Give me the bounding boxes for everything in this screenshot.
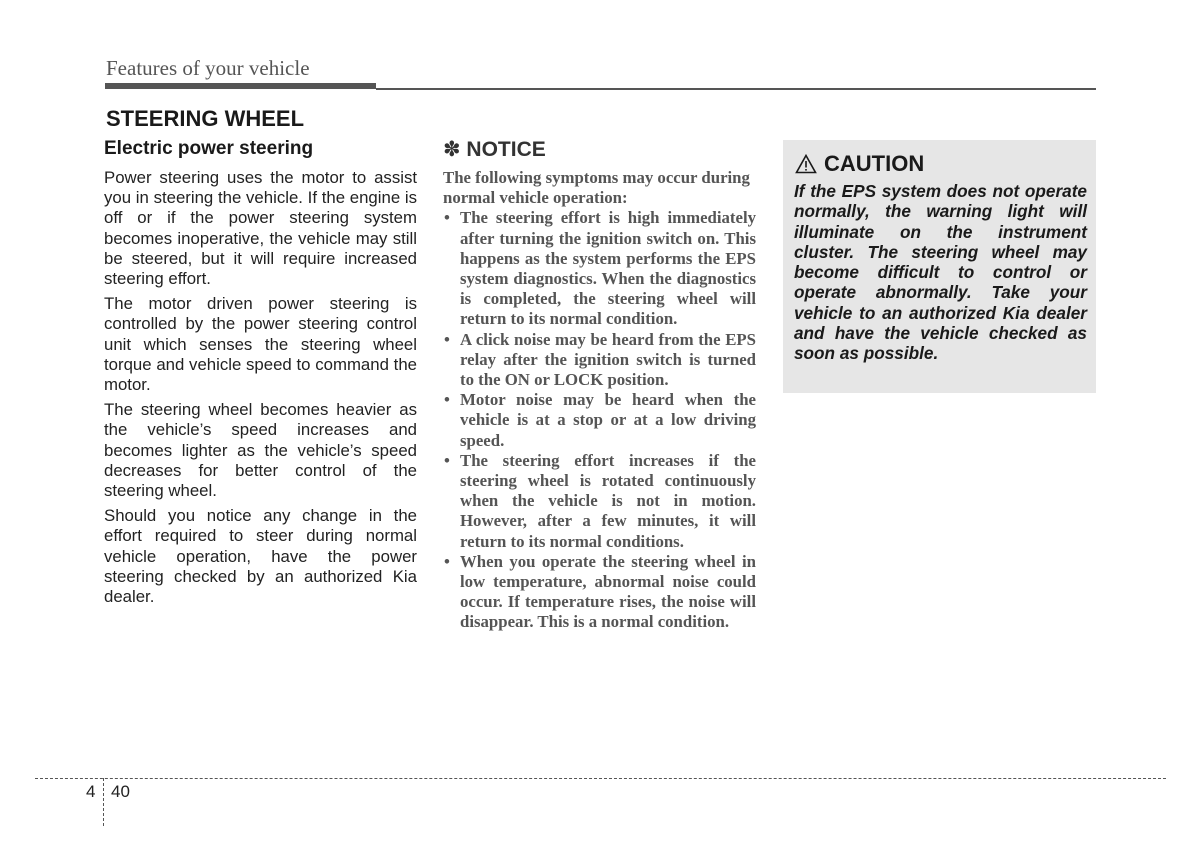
bullet-icon: • (444, 208, 450, 228)
bullet-icon: • (444, 450, 450, 470)
chapter-number: 4 (86, 782, 96, 801)
caution-header (795, 151, 924, 177)
list-item-text: A click noise may be heard from the EPS relay after the ignition switch is turned to the ON or LOCK position. (460, 329, 756, 390)
notice-column (443, 137, 756, 633)
left-column (104, 138, 417, 612)
list-item (443, 552, 756, 633)
subheading: Electric power steering (104, 138, 314, 159)
chapter-title: Features of your vehicle (106, 56, 310, 80)
list-item-text: The steering effort increases if the steering wheel is rotated continuously when the vehicle is not in motion. However, after a few minutes, it will return to its normal conditions. (460, 450, 756, 551)
bullet-icon: • (444, 551, 450, 571)
footer-rule (35, 778, 1166, 779)
caution-box (783, 140, 1096, 393)
list-item (443, 390, 756, 451)
header-rule-thick (105, 83, 376, 89)
section-title: STEERING WHEEL (106, 106, 305, 131)
body-paragraph: The steering wheel becomes heavier as the vehicle’s speed increases and becomes lighter as the vehicle’s speed decreases for better control of the steering wheel. (104, 400, 417, 501)
list-item (443, 330, 756, 391)
list-item-text: When you operate the steering wheel in low temperature, abnormal noise could occur. If temperature rises, the noise will disappear. This is a normal condition. (460, 551, 756, 632)
list-item (443, 208, 756, 329)
notice-list (443, 208, 756, 632)
notice-title: ✽ NOTICE (443, 138, 546, 161)
list-item (443, 451, 756, 552)
caution-title: CAUTION (824, 151, 925, 176)
page-number: 40 (111, 782, 130, 801)
warning-triangle-icon (795, 154, 817, 174)
caution-text: If the EPS system does not operate normally, the warning light will illuminate on the instrument cluster. The steering wheel may become difficult to control or operate abnormally. Take your vehicle to an authorized Kia dealer and have the vehicle checked as soon as possible. (794, 181, 1087, 364)
footer-divider (103, 778, 104, 826)
body-paragraph: The motor driven power steering is controlled by the power steering control unit which senses the steering wheel torque and vehicle speed to command the motor. (104, 294, 417, 395)
bullet-icon: • (444, 329, 450, 349)
list-item-text: The steering effort is high immediately after turning the ignition switch on. This happens as the system performs the EPS system diagnostics. When the diagnostics is completed, the steering wheel will return to its normal condition. (460, 208, 756, 329)
body-paragraph: Power steering uses the motor to assist you in steering the vehicle. If the engine is off or if the power steering system becomes inoperative, the vehicle may still be steered, but it will require increased steering effort. (104, 168, 417, 289)
header-rule-thin (376, 88, 1096, 90)
notice-intro: The following symptoms may occur during normal vehicle operation: (443, 168, 750, 208)
body-paragraph: Should you notice any change in the effort required to steer during normal vehicle operation, have the power steering checked by an authorized Kia dealer. (104, 506, 417, 607)
bullet-icon: • (444, 390, 450, 410)
list-item-text: Motor noise may be heard when the vehicle is at a stop or at a low driving speed. (460, 390, 756, 450)
